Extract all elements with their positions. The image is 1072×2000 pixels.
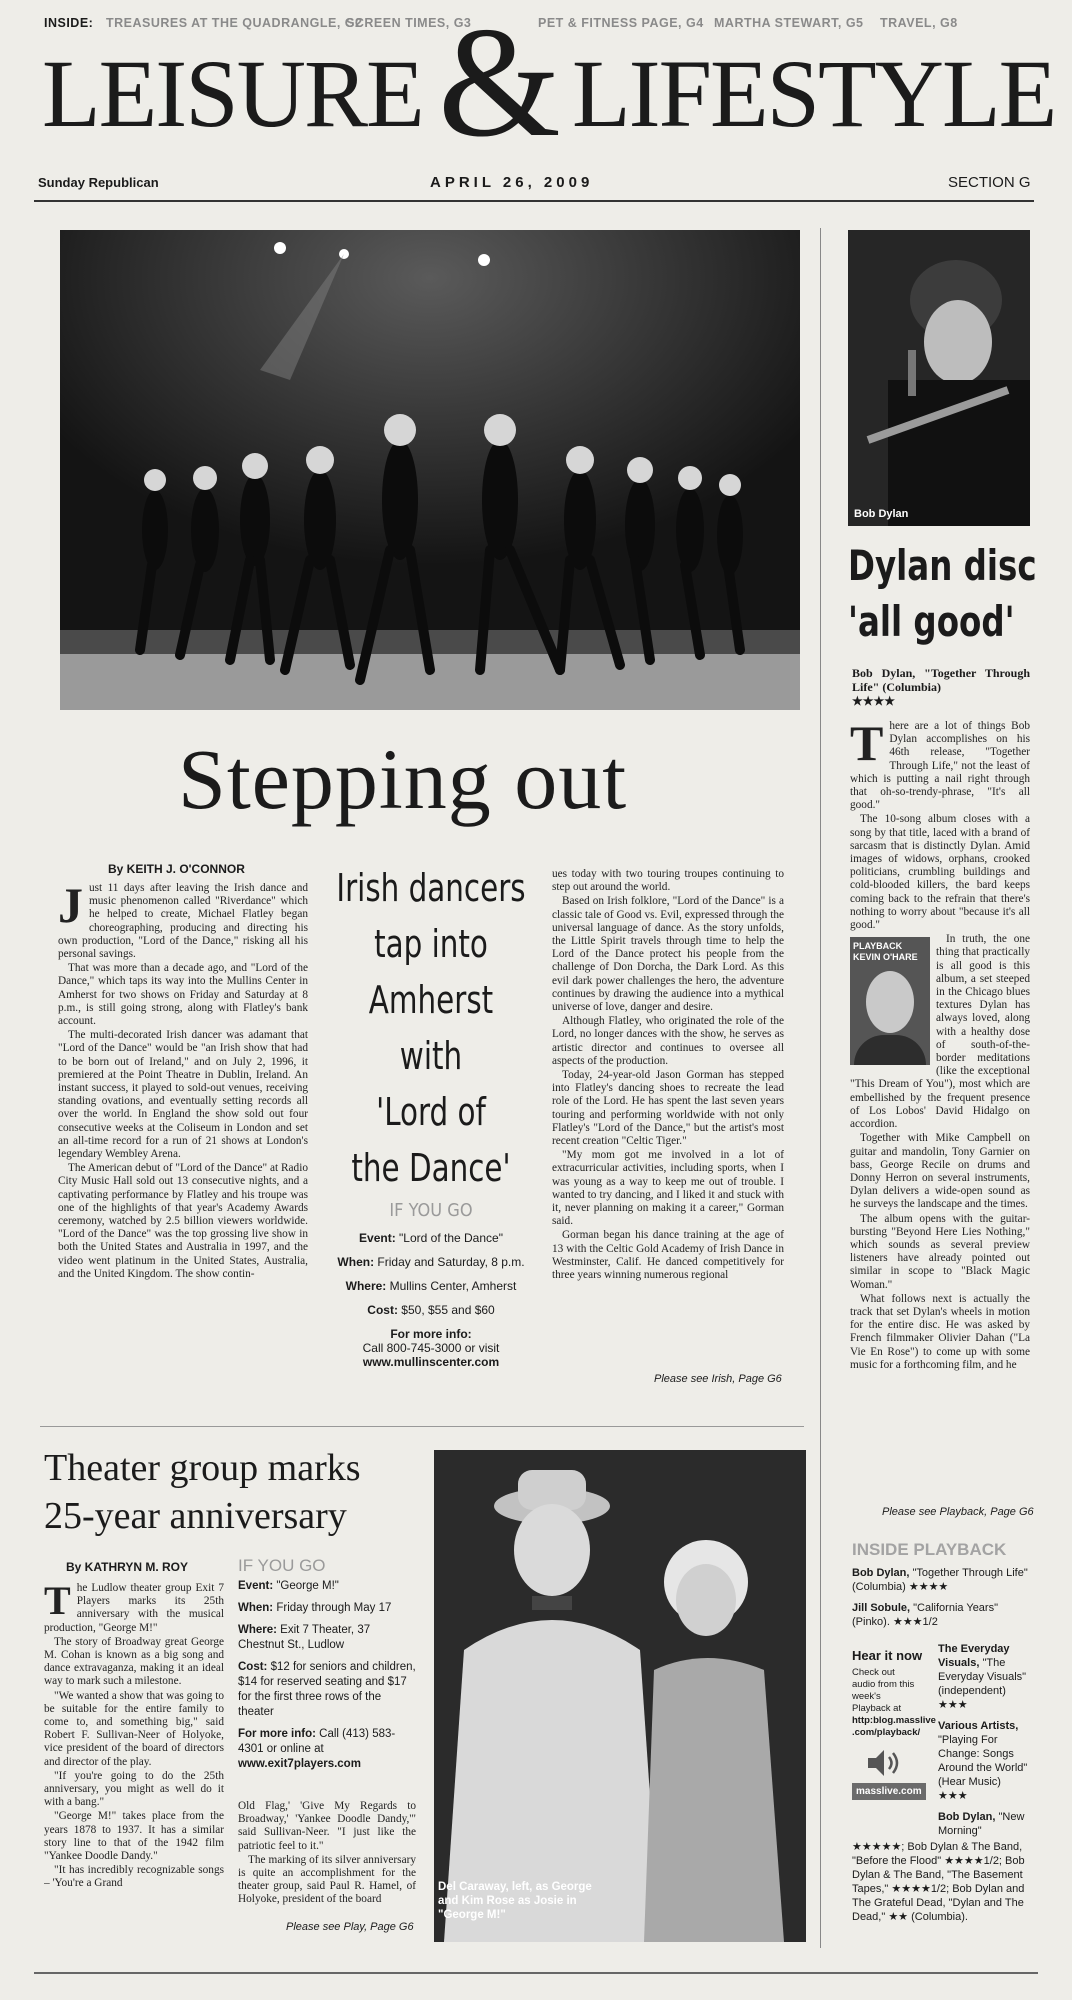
theater-jump-link[interactable]: Please see Play, Page G6 [286,1921,414,1933]
dylan-para: In truth, the one thing that practically is all good is this album, a set steeped in the Chicago blues textures Dylan has always loved, along with a healthy dose of south-of-the-border meditations (like the exceptional "This Dream of You"), most which are embellished by the frequent presence of Los Lobos' David Hidalgo on accordion. [850,933,1030,1131]
george-m-illustration [434,1450,806,1942]
lead-byline: By KEITH J. O'CONNOR [108,862,245,876]
speaker-icon [866,1747,906,1779]
playback-item: Various Artists, "Playing For Change: Songs Around the World" (Hear Music) ★★★ [938,1720,1028,1802]
section-label: SECTION G [948,174,1031,191]
dylan-illustration [848,230,1030,526]
masthead-rule [34,200,1034,202]
lead-headline: Stepping out [178,731,628,827]
theater-para: The story of Broadway great George M. Cohan is known as a big song and dance extravaganza, making it an ideal way to mark such a milestone. [44,1635,224,1688]
deck-line: 'Lord of [376,1090,486,1134]
lead-column-3 [552,868,784,1354]
playback-item: ★★★★★; Bob Dylan & The Band, "Before the Flood" ★★★★1/2; Bob Dylan & The Band, "The Basement Tapes," ★★★★1/2; Bob Dylan and The Grateful Dead, "Dylan and The Dead," ★★ (Columbia). [852,1841,1025,1923]
info-cost: Cost: $50, $55 and $60 [367,1303,495,1317]
theater-headline-line: Theater group marks [44,1447,361,1489]
theater-para: "If you're going to do the 25th anniversary, you might as well do it with a bang." [44,1769,224,1809]
dylan-photo-caption: Bob Dylan [854,508,909,520]
lead-col3-para: ues today with two touring troupes continuing to step out around the world. [552,868,784,894]
theater-column-1 [44,1582,224,1936]
inside-playback-title: INSIDE PLAYBACK [852,1540,1007,1559]
dylan-headline [848,538,1037,650]
hear-it-now-url[interactable]: http:blog.masslive [852,1715,936,1726]
lead-col3-para: Today, 24-year-old Jason Gorman has stepped into Flatley's dancing shoes to recreate the lead role of the Lord. He has spent the last seven years touring and performing worldwide with not only Flatley's "Lord of the Dance," but the artist's most recent creation "Celtic Tiger." [552,1069,784,1148]
playback-list-bottom [852,1840,1032,1931]
theater-para: Old Flag,' 'Give My Regards to Broadway,' 'Yankee Doodle Dandy,'" said Sullivan-Neer. "I just like the patriotic feel to it." [238,1800,416,1852]
dylan-jump-link[interactable]: Please see Playback, Page G6 [882,1506,1034,1518]
deck-line: Irish dancers [336,866,526,910]
dylan-review-line: Bob Dylan, "Together Through Life" (Columbia) ★★★★ [852,666,1030,708]
section-title-ampersand: & [438,0,561,170]
columnist-shoulders [854,1035,926,1065]
columnist-mugshot [850,937,930,1065]
lead-col1-para: The American debut of "Lord of the Dance" at Radio City Music Hall sold out 13 consecutive nights, and a captivating performance by Flatley and his troupe was one of the highlights of that year's Academy Awards ceremony, watched by 2.5 billion viewers worldwide. "Lord of the Dance" was the top grossing live show in both the United States and Australia in 1997, and the video went platinum in the United States, Australia, and the United Kingdom. The show contin- [58,1162,308,1280]
info-event: Event: "Lord of the Dance" [359,1231,503,1245]
dylan-headline-line: 'all good' [848,597,1015,646]
info-more-text: Call 800-745-3000 or visit [362,1341,500,1355]
george-m-photo [434,1450,806,1942]
theater-para: The marking of its silver anniversary is quite an accomplishment for the theater group, said Paul R. Hamel, of Holyoke, president of the board [238,1853,416,1906]
lead-col3-para: Gorman began his dance training at the age of 13 with the Celtic Gold Academy of Irish Dance in Westminster, Calif. He danced competitively for three years winning numerous regional [552,1229,784,1282]
dancers-illustration [60,230,800,710]
columnist-face [866,971,914,1033]
section-title-right: LIFESTYLE [572,40,1056,147]
playback-list-right [938,1642,1032,1838]
info-more: For more info: Call (413) 583-4301 or online at [238,1728,396,1755]
theater-para: "It has incredibly recognizable songs – 'You're a Grand [44,1864,224,1890]
hear-it-now-url[interactable]: .com/playback/ [852,1727,921,1738]
info-where: Where: Exit 7 Theater, 37 Chestnut St., Ludlow [238,1624,371,1651]
info-where: Where: Mullins Center, Amherst [345,1279,517,1293]
playback-item: Jill Sobule, "California Years" (Pinko). ★★★1/2 [852,1602,998,1628]
lead-col1-para: That was more than a decade ago, and "Lord of the Dance," which taps its way into the Mullins Center in Amherst for two shows on Friday and Saturday at 8 p.m., is still going strong, along with Flatley's bank account. [58,962,308,1028]
deck-line: Amherst with [368,978,494,1078]
teaser-item[interactable]: TREASURES AT THE QUADRANGLE, G2 [106,16,363,30]
story-divider [40,1426,804,1427]
dylan-para: What follows next is actually the track that set Dylan's wheels in motion for the entire disc. He was asked by French filmmaker Olivier Dahan ("La Vie En Rose") to come up with some music for a forthcoming film, and he [850,1292,1030,1371]
info-url[interactable]: www.mullinscenter.com [362,1355,500,1369]
dylan-headline-line: Dylan disc [848,541,1037,590]
issue-date: APRIL 26, 2009 [430,174,594,191]
columnist-name: KEVIN O'HARE [853,952,918,963]
theater-headline-line: 25-year anniversary [44,1495,347,1537]
teaser-item[interactable]: SCREEN TIMES, G3 [346,16,472,30]
section-title-left: LEISURE [42,40,423,147]
theater-headline [44,1444,361,1540]
dylan-body [850,720,1030,1480]
theater-para: he Ludlow theater group Exit 7 Players marks its 25th anniversary with the musical production, "George M!" [44,1582,224,1634]
lead-col3-para: Although Flatley, who originated the role of the Lord, no longer dances with the show, he serves as artistic director and continues to oversee all aspects of the production. [552,1015,784,1067]
column-divider [820,228,821,1948]
theater-if-you-go-box [238,1558,418,1779]
dropcap: T [850,720,884,771]
teaser-item[interactable]: PET & FITNESS PAGE, G4 [538,16,704,30]
hear-it-now-text: Check out audio from this week's Playback at http:blog.masslive .com/playback/ [852,1667,936,1738]
hear-it-now-title: Hear it now [852,1648,923,1663]
george-m-caption: Del Caraway, left, as George and Kim Rose as Josie in "George M!" [438,1881,592,1921]
dylan-para: The album opens with the guitar-bursting "Beyond Here Lies Nothing," which sounds as several preview listeners have already pointed out similar in scope to "Black Magic Woman." [850,1212,1030,1291]
deck-line: the Dance' [351,1146,511,1190]
hear-it-now-box [852,1648,936,1800]
dylan-photo [848,230,1030,526]
dylan-para: here are a lot of things Bob Dylan accomplishes on his 46th release, "Together Through Life," not the least of which is putting a nail right through that oh-so-trendy-phrase, "It's all good." [850,720,1030,812]
columnist-label: PLAYBACK [853,941,903,952]
playback-list-top [852,1566,1030,1636]
lead-jump-link[interactable]: Please see Irish, Page G6 [654,1373,782,1385]
theater-column-2 [238,1800,416,1912]
paper-name: Sunday Republican [38,175,159,190]
dropcap: J [58,882,83,933]
playback-item: Bob Dylan, "New Morning" [938,1811,1025,1837]
info-more: For more info: [390,1327,472,1341]
theater-byline: By KATHRYN M. ROY [66,1560,189,1574]
if-you-go-label: IF YOU GO [238,1556,326,1575]
info-cost: Cost: $12 for seniors and children, $14 for reserved seating and $17 for the first three rows of the theater [238,1661,416,1718]
deck-line: tap into [374,922,488,966]
playback-item: Bob Dylan, "Together Through Life" (Columbia) ★★★★ [852,1567,1028,1593]
playback-item: The Everyday Visuals, "The Everyday Visuals" (independent) ★★★ [938,1643,1027,1711]
masslive-logo: masslive.com [852,1783,926,1800]
review-stars: ★★★★ [852,694,896,708]
lead-column-1 [58,882,308,1402]
info-when: When: Friday through May 17 [238,1602,392,1614]
dylan-para: The 10-song album closes with a song by that title, laced with a brand of sarcasm that is distinctly Dylan. Amid images of widows, orphans, crooked politicians, crumbling buildings and cold-blooded killers, the bard keeps coming back to the refrain that there's nothing to worry about "because it's all good." [850,813,1030,932]
info-when: When: Friday and Saturday, 8 p.m. [337,1255,525,1269]
info-event: Event: "George M!" [238,1580,339,1592]
lead-col1-para: ust 11 days after leaving the Irish dance and music phenomenon called "Riverdance" which he helped to create, Michael Flatley began choreographing, producing and directing his own production, "Lord of the Dance," risking all his personal savings. [58,882,308,961]
inside-label: INSIDE: [44,16,94,30]
teaser-item[interactable]: TRAVEL, G8 [880,16,958,30]
dylan-para: Together with Mike Campbell on guitar and mandolin, Tony Garnier on bass, George Recile on drums and Donny Herron on several instruments, Dylan delivers a wide-open sound as he surveys the landscape and the times. [850,1132,1030,1211]
info-url[interactable]: www.exit7players.com [238,1758,361,1770]
lead-if-you-go-box [326,1200,536,1379]
theater-para: "George M!" takes place from the years 1878 to 1937. It has a similar story line to that of the 1942 film "Yankee Doodle Dandy." [44,1810,224,1863]
lead-col3-para: Based on Irish folklore, "Lord of the Dance" is a classic tale of Good vs. Evil, expressed through the universal language of dance. As the story unfolds, the Little Spirit travels through time to help the Lord of the Dance protect his people from the challenge of Don Dorcha, the Dark Lord. As this evil dark power challenges the hero, the adventure continues by drawing the audience into a mythical universe of love, danger and desire. [552,895,784,1014]
teaser-item[interactable]: MARTHA STEWART, G5 [714,16,864,30]
lead-deck [334,860,528,1196]
bottom-rule [34,1972,1038,1974]
dropcap: T [44,1582,71,1623]
lead-col3-para: "My mom got me involved in a lot of extracurricular activities, including sports, when I was young as a way to keep me out of trouble. I wanted to try dancing, and I liked it and stuck with it, never planning on making it a career," Gorman said. [552,1149,784,1228]
if-you-go-label: IF YOU GO [389,1200,473,1221]
dancers-photo [60,230,800,710]
theater-para: "We wanted a show that was going to be suitable for the entire family to come to, and something big," said Robert F. Sullivan-Neer of Holyoke, vice president of the board of directors and director of the play. [44,1689,224,1768]
lead-col1-para: The multi-decorated Irish dancer was adamant that "Lord of the Dance" would be "an Irish show that had to be born out of Ireland," and on July 2, 1996, it premiered at the Point Theatre in Dublin, Ireland. An instant success, it played to sold-out venues, receiving standing ovations, and eventually setting records all over the world. In England the show sold out four consecutive weeks at the Coliseum in London and set an all-time record for a run of 21 shows at London's legendary Wembley Arena. [58,1029,308,1161]
